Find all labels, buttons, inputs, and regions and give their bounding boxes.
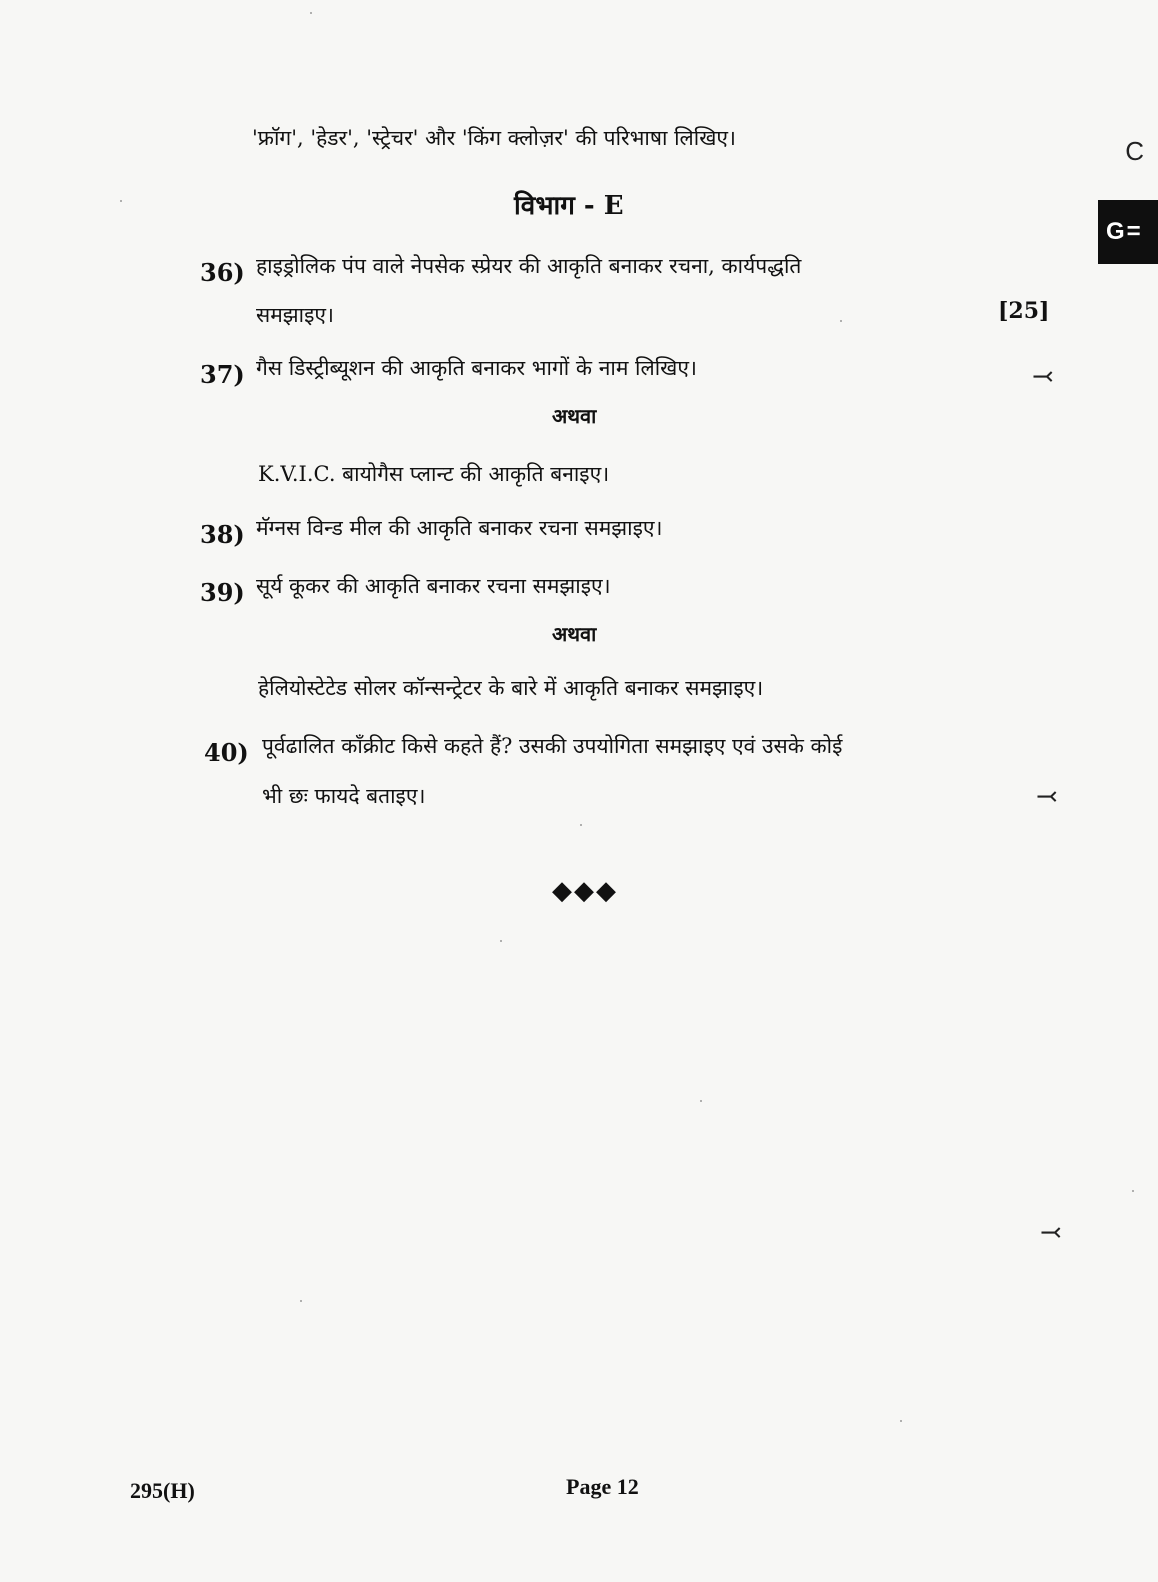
question-number-36: 36)	[200, 258, 245, 287]
speck	[1132, 1190, 1134, 1192]
section-heading: विभाग - E	[514, 191, 624, 221]
speck	[580, 824, 582, 826]
speck	[300, 1300, 302, 1302]
speck	[700, 1100, 702, 1102]
question-36-line-2: समझाइए।	[256, 303, 334, 327]
or-label-39: अथवा	[552, 622, 597, 646]
or-label-37: अथवा	[552, 404, 597, 428]
section-marks: [25]	[998, 298, 1050, 324]
speck	[500, 940, 502, 942]
question-40-line-2: भी छः फायदे बताइए।	[262, 784, 426, 808]
question-number-39: 39)	[200, 578, 245, 607]
edge-tab: G =	[1098, 200, 1158, 264]
scan-mark-icon: ⤙	[1040, 1218, 1062, 1248]
question-36-line-1: हाइड्रोलिक पंप वाले नेपसेक स्प्रेयर की आकृति बनाकर रचना, कार्यपद्धति	[256, 254, 802, 278]
scan-mark-icon: ⤙	[1032, 362, 1054, 392]
speck	[900, 1420, 902, 1422]
end-marker: ◆◆◆	[552, 876, 618, 906]
question-40-line-1: पूर्वढालित काँक्रीट किसे कहते हैं? उसकी उपयोगिता समझाइए एवं उसके कोई	[262, 734, 843, 758]
q35-continuation: 'फ्रॉग', 'हेडर', 'स्ट्रेचर' और 'किंग क्लोज़र' की परिभाषा लिखिए।	[252, 126, 736, 150]
question-39-line-1: सूर्य कूकर की आकृति बनाकर रचना समझाइए।	[256, 574, 611, 598]
question-37-alternative: K.V.I.C. बायोगैस प्लान्ट की आकृति बनाइए।	[258, 462, 610, 486]
question-39-alternative: हेलियोस्टेटेड सोलर कॉन्सन्ट्रेटर के बारे में आकृति बनाकर समझाइए।	[258, 676, 764, 700]
question-38-line-1: मॅग्नस विन्ड मील की आकृति बनाकर रचना समझाइए।	[256, 516, 663, 540]
speck	[120, 200, 122, 202]
edge-tab-label: G	[1106, 218, 1125, 245]
scan-mark-icon: ⤙	[1036, 782, 1058, 812]
edge-letter: C	[1125, 136, 1144, 166]
paper-code: 295(H)	[130, 1478, 195, 1503]
question-number-37: 37)	[200, 360, 245, 389]
speck	[840, 320, 842, 322]
question-37-line-1: गैस डिस्ट्रीब्यूशन की आकृति बनाकर भागों के नाम लिखिए।	[256, 356, 697, 380]
question-number-38: 38)	[200, 520, 245, 549]
page-number: Page 12	[566, 1474, 639, 1499]
question-number-40: 40)	[204, 738, 249, 767]
speck	[310, 12, 312, 14]
